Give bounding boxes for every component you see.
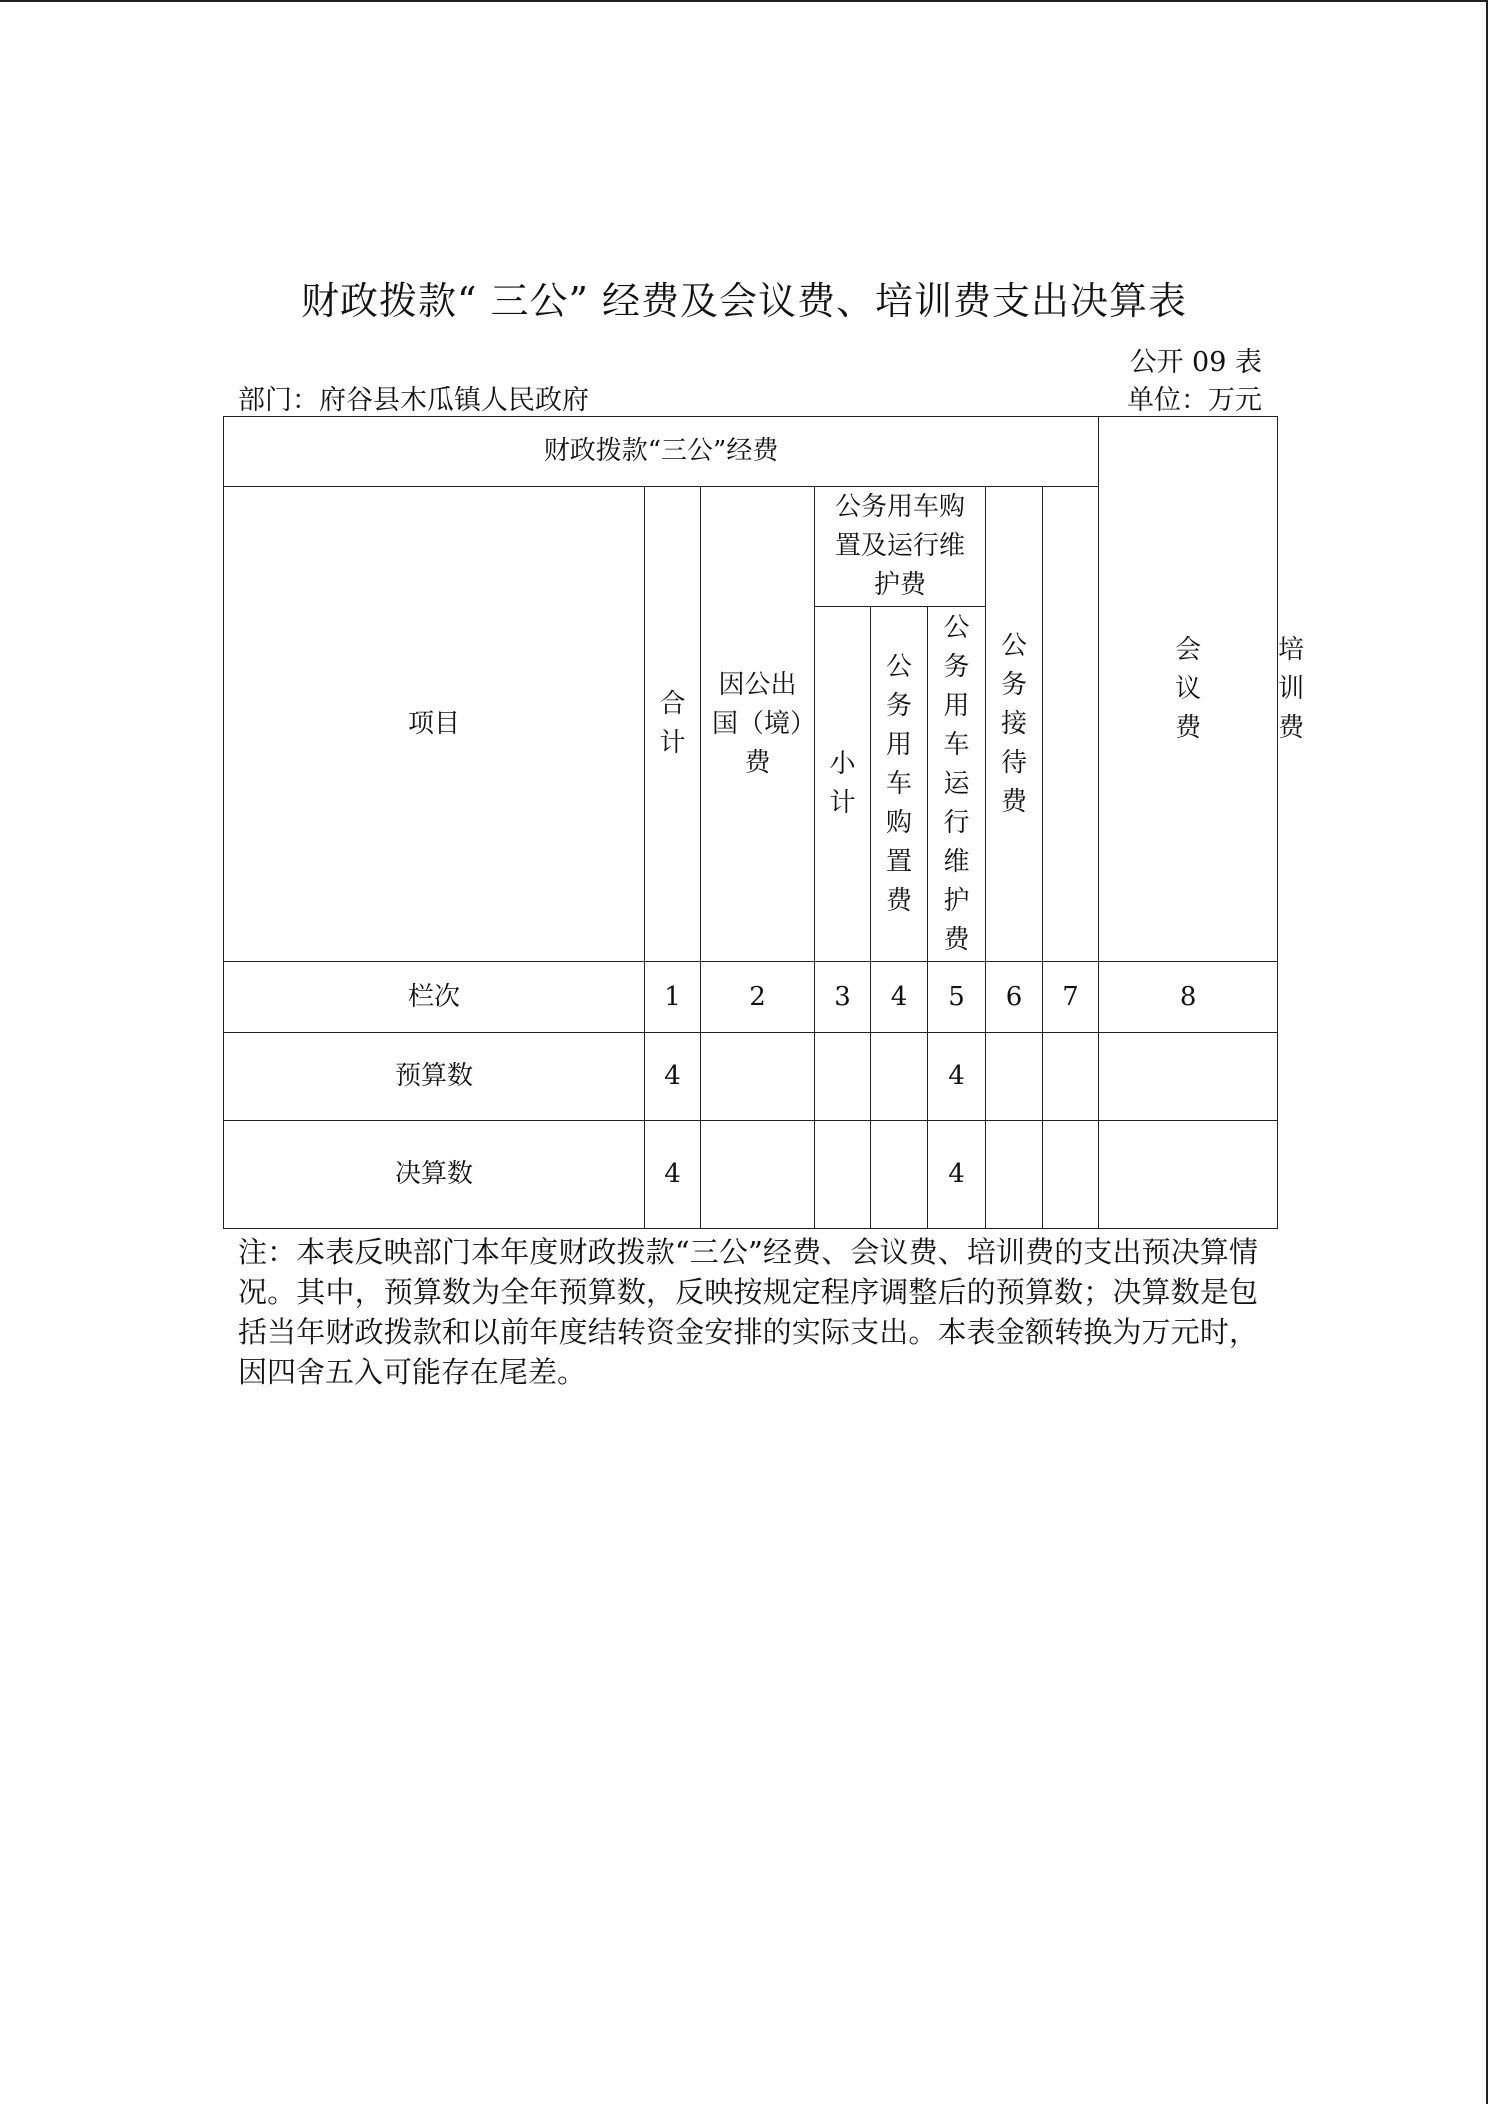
table-row [224, 962, 1278, 1033]
header-vehicle-operation [928, 607, 986, 962]
header-abroad-label: 因公出国（境）费 [711, 669, 803, 778]
three-public-expenses-header: 财政拨款“三公”经费 [224, 417, 1099, 487]
table-cell [1099, 1033, 1278, 1121]
table-cell [701, 1121, 815, 1229]
table-cell: 7 [1043, 962, 1099, 1033]
table-cell: 2 [701, 962, 815, 1033]
table-cell: 6 [986, 962, 1043, 1033]
table-row [224, 1033, 1278, 1121]
header-abroad [701, 487, 815, 962]
table-cell [871, 1033, 928, 1121]
table-cell [1099, 1121, 1278, 1229]
table-cell: 3 [815, 962, 871, 1033]
header-vehicle-operation-label: 公务用车运行维护费 [943, 612, 970, 955]
row-label: 栏次 [224, 962, 645, 1033]
table-row [224, 1121, 1278, 1229]
table-cell [986, 1121, 1043, 1229]
table-cell [815, 1033, 871, 1121]
table-cell [986, 1033, 1043, 1121]
header-meeting-label: 会议费 [1175, 634, 1202, 743]
header-meeting [1099, 417, 1278, 962]
table-cell: 8 [1099, 962, 1278, 1033]
table-cell: 4 [871, 962, 928, 1033]
table-cell [1043, 1121, 1099, 1229]
table-cell: 4 [928, 1121, 986, 1229]
header-vehicle-group [815, 487, 986, 607]
row-label: 预算数 [224, 1033, 645, 1121]
expenditure-table: 财政拨款“三公”经费 会议费 培训费 项目 合计 因公出国（境）费 公务用车购置及运行维护费 公务接待费 小计 公务用车购置费 公务用车运行维护费 栏次 1 2 3 4 5 6 7 8 预算数 4 4 决算数 4 4 [223, 416, 1278, 1229]
row-label: 决算数 [224, 1121, 645, 1229]
table-cell [871, 1121, 928, 1229]
header-item: 项目 [224, 487, 645, 962]
unit-label: 单位：万元 [1127, 385, 1262, 416]
table-note: 注：本表反映部门本年度财政拨款“三公”经费、会议费、培训费的支出预决算情况。其中，预算数为全年预算数，反映按规定程序调整后的预算数；决算数是包括当年财政拨款和以前年度结转资金安排的实际支出。本表金额转换为万元时，因四舍五入可能存在尾差。 [238, 1235, 1258, 1389]
page-title: 财政拨款“ 三公” 经费及会议费、培训费支出决算表 [300, 279, 1187, 323]
page-border-top [0, 0, 1488, 2]
form-number: 公开 09 表 [1129, 347, 1262, 378]
department-label: 部门：府谷县木瓜镇人民政府 [238, 385, 589, 416]
table-cell: 4 [645, 1121, 701, 1229]
header-vehicle-subtotal [815, 607, 871, 962]
header-reception [986, 487, 1043, 962]
header-vehicle-purchase-label: 公务用车购置费 [885, 651, 912, 916]
header-vehicle-subtotal-label: 小计 [829, 749, 856, 818]
header-vehicle-purchase [871, 607, 928, 962]
table-cell [815, 1121, 871, 1229]
header-reception-label: 公务接待费 [1000, 630, 1027, 817]
header-total [645, 487, 701, 962]
table-cell: 5 [928, 962, 986, 1033]
table-cell: 1 [645, 962, 701, 1033]
table-cell: 4 [928, 1033, 986, 1121]
table-cell [1043, 1033, 1099, 1121]
header-total-label: 合计 [659, 689, 686, 758]
table-cell [701, 1033, 815, 1121]
table-cell: 4 [645, 1033, 701, 1121]
header-vehicle-group-label: 公务用车购置及运行维护费 [834, 492, 965, 600]
